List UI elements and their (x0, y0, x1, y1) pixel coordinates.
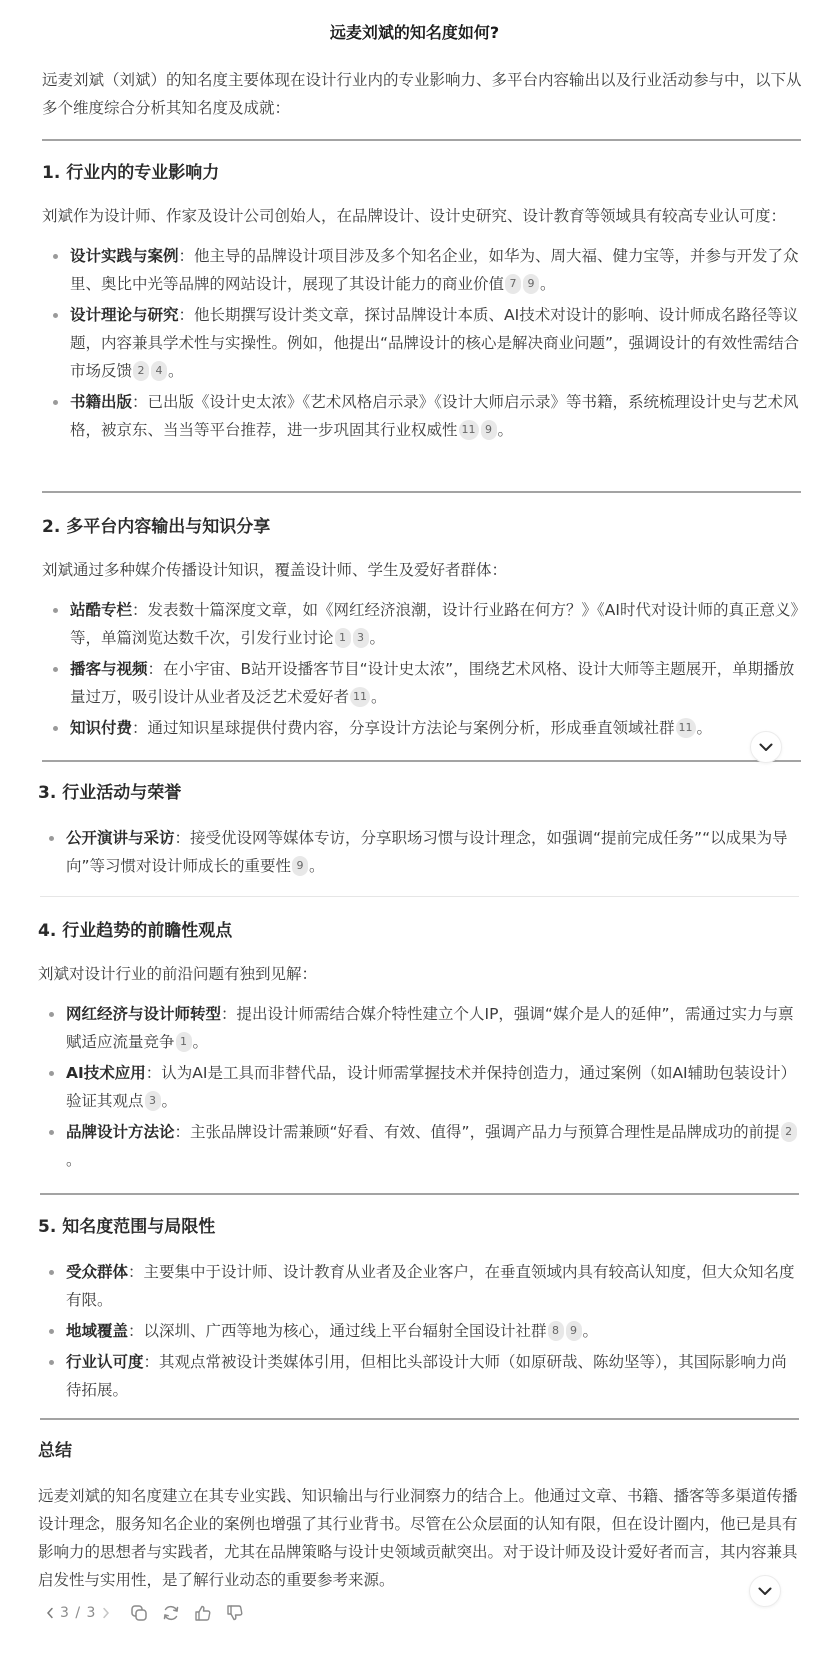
section-heading: 2. 多平台内容输出与知识分享 (42, 517, 271, 537)
copy-button[interactable] (128, 1602, 150, 1624)
list-item: 品牌设计方法论：主张品牌设计需兼顾“好看、有效、值得”，强调产品力与预算合理性是品牌成功的前提 2。 (38, 1118, 800, 1174)
citation-badge[interactable]: 2 (781, 1122, 797, 1142)
divider (40, 896, 799, 897)
citation-badge[interactable]: 7 (505, 274, 521, 294)
section-heading: 3. 行业活动与荣誉 (38, 783, 182, 803)
citation-badge[interactable]: 8 (548, 1321, 564, 1341)
page-title: 远麦刘斌的知名度如何? (329, 23, 500, 42)
divider (40, 1418, 799, 1420)
section-lead: 刘斌作为设计师、作家及设计公司创始人，在品牌设计、设计史研究、设计教育等领域具有较高专业认可度： (42, 207, 787, 225)
section-heading: 1. 行业内的专业影响力 (42, 163, 220, 183)
list-item: 设计理论与研究：他长期撰写设计类文章，探讨品牌设计本质、AI技术对设计的影响、设计师成名路径等议题，内容兼具学术性与实操性。例如，他提出“品牌设计的核心是解决商业问题”，强调设计的有效性需结合市场反馈 2 4 。 (42, 301, 802, 385)
list-item: 受众群体：主要集中于设计师、设计教育从业者及企业客户，在垂直领域内具有较高认知度，但大众知名度有限。 (38, 1258, 800, 1314)
section-list (38, 824, 800, 880)
pager-count: 3 / 3 (60, 1605, 97, 1621)
citation-badge[interactable]: 9 (566, 1321, 582, 1341)
summary-paragraph: 远麦刘斌的知名度建立在其专业实践、知识输出与行业洞察力的结合上。他通过文章、书籍、播客等多渠道传播设计理念，服务知名企业的案例也增强了其行业背书。尽管在公众层面的认知有限，但在设计圈内，他已是具有影响力的思想者与实践者，尤其在品牌策略与设计史领域贡献突出。对于设计师及设计爱好者而言，其内容兼具启发性与实用性，是了解行业动态的重要参考来源。 (38, 1487, 798, 1589)
chevron-down-icon (758, 1587, 772, 1596)
section-list (38, 1000, 800, 1174)
scroll-down-button[interactable] (750, 731, 782, 763)
section-list (38, 1258, 800, 1404)
response-pager (46, 1605, 110, 1621)
chevron-left-icon (46, 1607, 54, 1619)
citation-badge[interactable]: 11 (676, 718, 696, 738)
thumbs-up-icon (194, 1604, 212, 1622)
scroll-down-button[interactable] (749, 1575, 781, 1607)
next-response-button[interactable] (102, 1607, 110, 1619)
intro-paragraph: 远麦刘斌（刘斌）的知名度主要体现在设计行业内的专业影响力、多平台内容输出以及行业活动参与中，以下从多个维度综合分析其知名度及成就： (42, 71, 802, 117)
section-lead: 刘斌通过多种媒介传播设计知识，覆盖设计师、学生及爱好者群体： (42, 561, 508, 579)
citation-badge[interactable]: 11 (459, 420, 479, 440)
citation-badge[interactable]: 9 (292, 856, 308, 876)
citation-badge[interactable]: 9 (523, 274, 539, 294)
list-item: 书籍出版：已出版《设计史太浓》《艺术风格启示录》《设计大师启示录》等书籍，系统梳理设计史与艺术风格，被京东、当当等平台推荐，进一步巩固其行业权威性 11 9 。 (42, 388, 802, 444)
divider (42, 760, 801, 762)
list-item: 网红经济与设计师转型：提出设计师需结合媒介特性建立个人IP，强调“媒介是人的延伸”，需通过实力与禀赋适应流量竞争 1 。 (38, 1000, 800, 1056)
divider (42, 139, 801, 141)
response-toolbar (46, 1601, 256, 1625)
citation-badge[interactable]: 4 (151, 361, 167, 381)
summary-heading: 总结 (38, 1441, 72, 1461)
citation-badge[interactable]: 11 (350, 687, 370, 707)
section-2 (42, 514, 802, 745)
divider (42, 491, 801, 493)
list-item: 设计实践与案例：他主导的品牌设计项目涉及多个知名企业，如华为、周大福、健力宝等，并参与开发了众里、奥比中光等品牌的网站设计，展现了其设计能力的商业价值 7 9 。 (42, 242, 802, 298)
intro-block (42, 66, 802, 122)
citation-badge[interactable]: 1 (335, 628, 351, 648)
citation-badge[interactable]: 1 (176, 1032, 192, 1052)
citation-badge[interactable]: 3 (145, 1091, 161, 1111)
regenerate-icon (162, 1604, 180, 1622)
citation-badge[interactable]: 2 (133, 361, 149, 381)
citation-badge[interactable]: 9 (481, 420, 497, 440)
copy-icon (130, 1604, 148, 1622)
list-item: AI技术应用：认为AI是工具而非替代品，设计师需掌握技术并保持创造力，通过案例（如AI辅助包装设计）验证其观点 3 。 (38, 1059, 800, 1115)
thumbs-down-icon (226, 1604, 244, 1622)
section-4 (38, 918, 800, 1177)
section-heading: 4. 行业趋势的前瞻性观点 (38, 921, 233, 941)
list-item: 公开演讲与采访：接受优设网等媒体专访，分享职场习惯与设计理念，如强调“提前完成任务”“以成果为导向”等习惯对设计师成长的重要性 9 。 (38, 824, 800, 880)
list-item: 知识付费：通过知识星球提供付费内容，分享设计方法论与案例分析，形成垂直领域社群 11 。 (42, 714, 802, 742)
section-lead: 刘斌对设计行业的前沿问题有独到见解： (38, 965, 318, 983)
regenerate-button[interactable] (160, 1602, 182, 1624)
summary-section (38, 1438, 800, 1594)
section-3 (38, 780, 800, 883)
divider (40, 1193, 799, 1195)
section-1 (42, 160, 802, 447)
citation-badge[interactable]: 3 (353, 628, 369, 648)
list-item: 地域覆盖：以深圳、广西等地为核心，通过线上平台辐射全国设计社群 8 9 。 (38, 1317, 800, 1345)
like-button[interactable] (192, 1602, 214, 1624)
list-item: 播客与视频：在小宇宙、B站开设播客节目“设计史太浓”，围绕艺术风格、设计大师等主题展开，单期播放量过万，吸引设计从业者及泛艺术爱好者 11 。 (42, 655, 802, 711)
dislike-button[interactable] (224, 1602, 246, 1624)
chevron-down-icon (759, 743, 773, 752)
previous-response-button[interactable] (46, 1607, 54, 1619)
section-list (42, 596, 802, 742)
chevron-right-icon (102, 1607, 110, 1619)
section-list (42, 242, 802, 444)
list-item: 行业认可度：其观点常被设计类媒体引用，但相比头部设计大师（如原研哉、陈幼坚等），其国际影响力尚待拓展。 (38, 1348, 800, 1404)
list-item: 站酷专栏：发表数十篇深度文章，如《网红经济浪潮，设计行业路在何方？》《AI时代对设计师的真正意义》等，单篇浏览达数千次，引发行业讨论 1 3 。 (42, 596, 802, 652)
section-heading: 5. 知名度范围与局限性 (38, 1217, 216, 1237)
section-5 (38, 1214, 800, 1407)
